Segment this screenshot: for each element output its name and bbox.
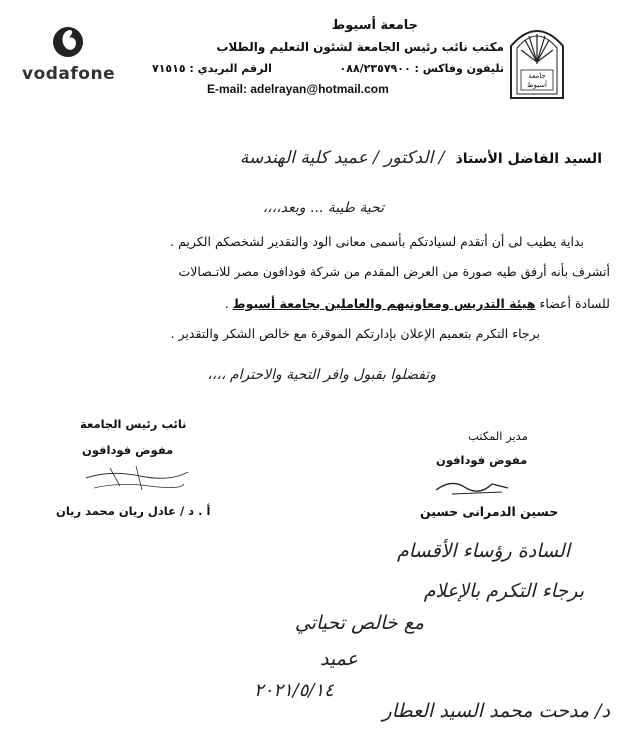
body-line-3 [225, 296, 610, 311]
annotation-line-1: السادة رؤساء الأقسام [397, 540, 570, 562]
office-name: مكتب نائب رئيس الجامعة لشئون التعليم والطلاب [216, 40, 504, 54]
annotation-line-3: مع خالص تحياتي [294, 612, 424, 634]
phone-fax: تليفون وفاكس : ٠٨٨/٢٣٥٧٩٠٠ [339, 62, 504, 75]
annotation-line-2: برجاء التكرم بالإعلام [423, 580, 584, 602]
body-line-3-prefix: للسادة أعضاء [535, 296, 610, 311]
postal-code: الرقم البريدي : ٧١٥١٥ [152, 62, 272, 75]
body-line-1: بداية يطيب لى أن أتقدم لسيادتكم بأسمى معانى الود والتقدير لشخصكم الكريم . [170, 234, 584, 249]
body-line-4: برجاء التكرم بتعميم الإعلان بإدارتكم الموقرة مع خالص الشكر والتقدير . [170, 326, 540, 341]
annotation-line-4: عميد [319, 648, 358, 670]
salutation-printed: السيد الفاضل الأستاذ [455, 151, 602, 167]
university-seal [507, 18, 567, 102]
vodafone-wordmark: vodafone [22, 64, 116, 84]
left-signatory-title: نائب رئيس الجامعة [80, 417, 187, 431]
greeting-handwritten: تحية طيبة ... وبعد،،،، [262, 200, 384, 216]
right-signature-scribble [432, 474, 512, 500]
left-signatory-name: أ . د / عادل ريان محمد ريان [56, 504, 211, 518]
salutation-handwritten: / الدكتور / عميد كلية الهندسة [239, 148, 445, 168]
university-name: جامعة أسيوط [331, 18, 418, 33]
salutation [240, 148, 602, 168]
vodafone-speechmark-icon [20, 22, 120, 68]
body-line-3-suffix: . [224, 296, 233, 311]
annotation-bottom: د/ مدحت محمد السيد العطار [382, 700, 610, 722]
right-signatory-title: مدير المكتب [468, 429, 528, 443]
body-line-2: أتشرف بأنه أرفق طيه صورة من العرض المقدم من شركة فودافون مصر للاتـصالات [178, 264, 610, 279]
right-signatory-name: حسين الدمرانى حسين [420, 504, 559, 519]
email-address: E-mail: adelrayan@hotmail.com [207, 82, 389, 96]
right-signatory-subtitle: مفوض فودافون [436, 453, 528, 467]
closing-handwritten: وتفضلوا بقبول وافر التحية والاحترام ،،،، [207, 367, 436, 383]
vodafone-logo [20, 22, 120, 88]
left-signatory-subtitle: مفوض فودافون [82, 443, 174, 457]
body-line-3-emphasis: هيئة التدريس ومعاونيهم والعاملين بجامعة أسيوط [232, 296, 536, 311]
left-signature-scribble [80, 456, 190, 496]
seal-text: جامعة أسيوط [526, 72, 547, 89]
annotation-date: ٢٠٢١/٥/١٤ [254, 680, 334, 701]
